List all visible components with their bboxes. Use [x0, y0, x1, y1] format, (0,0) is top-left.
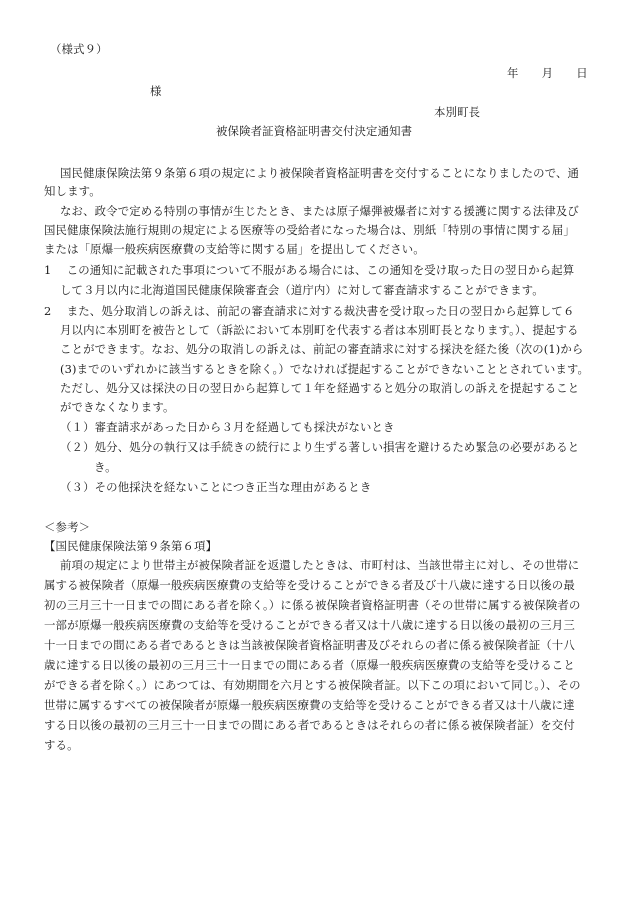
- sub-item: （２）処分、処分の執行又は手続きの続行により生ずる著しい損害を避けるため緊急の必要があると: [60, 440, 580, 454]
- reference-heading: ＜参考＞: [44, 520, 91, 534]
- reference-line: 初の三月三十一日までの間にある者を除く。）に係る被保険者資格証明書（その世帯に属する被保険者の: [44, 598, 581, 612]
- reference-line: 歳に達する日以後の最初の三月三十一日までの間にある者（原爆一般疾病医療費の支給等を受けること: [44, 658, 575, 672]
- reference-line: する。: [44, 738, 79, 752]
- numbered-item: 1 この通知に記載された事項について不服がある場合には、この通知を受け取った日の翌日から起算: [44, 263, 575, 277]
- body-line: なお、政令で定める特別の事情が生じたとき、または原子爆弾被爆者に対する援護に関する法律及び: [60, 204, 579, 218]
- reference-line: する日以後の最初の三月三十一日までの間にある者であるときはそれらの者に係る被保険者証）を交付: [44, 718, 575, 732]
- reference-line: 十一日までの間にある者であるときは当該被保険者資格証明書及びそれらの者に係る被保険者証（十八: [44, 638, 575, 652]
- body-line: 月以内に本別町を被告として（訴訟において本別町を代表する者は本別町長となります。）、提起する: [60, 323, 579, 337]
- body-line: 知します。: [44, 184, 101, 198]
- body-line: き。: [94, 460, 117, 474]
- reference-subheading: 【国民健康保険法第９条第６項】: [44, 539, 218, 553]
- issuer: 本別町長: [434, 105, 481, 119]
- sub-item: （１）審査請求があった日から３月を経過しても採決がないとき: [60, 420, 395, 434]
- date-line: 年 月 日: [507, 66, 588, 80]
- reference-line: 属する被保険者（原爆一般疾病医療費の支給等を受けることができる者及び十八歳に達する日以後の最: [44, 578, 575, 592]
- body-line: ができなくなります。: [60, 400, 175, 414]
- form-label: （様式９）: [50, 42, 108, 56]
- body-line: 国民健康保険法第９条第６項の規定により被保険者資格証明書を交付することになりましたので、通: [60, 166, 580, 180]
- numbered-item: 2 また、処分取消しの訴えは、前記の審査請求に対する裁決書を受け取った日の翌日から起算して６: [44, 304, 575, 318]
- document-title: 被保険者証資格証明書交付決定通知書: [216, 124, 413, 138]
- body-line: ただし、処分又は採決の日の翌日から起算して１年を経過すると処分の取消しの訴えを提起すること: [60, 381, 580, 395]
- reference-line: 世帯に属するすべての被保険者が原爆一般疾病医療費の支給等を受けることができる者又は十八歳に達: [44, 698, 575, 712]
- reference-line: 前項の規定により世帯主が被保険者証を返還したときは、市町村は、当該世帯主に対し、その世帯に: [60, 558, 580, 572]
- body-line: 国民健康保険法施行規則の規定による医療等の受給者になった場合は、別紙「特別の事情に関する届」: [44, 223, 575, 237]
- reference-line: ができる者を除く。）にあつては、有効期間を六月とする被保険者証。以下この項において同じ。）、その: [44, 678, 581, 692]
- sub-item: （３）その他採決を経ないことにつき正当な理由があるとき: [60, 480, 372, 494]
- body-line: して３月以内に北海道国民健康保険審査会（道庁内）に対して審査請求することができます。: [60, 283, 544, 297]
- body-line: (3)までのいずれかに該当するときを除く。）でなければ提起することができないこととされています。: [60, 362, 590, 376]
- reference-line: 一部が原爆一般疾病医療費の支給等を受けることができる者又は十八歳に達する日以後の最初の三月三: [44, 618, 575, 632]
- body-line: または「原爆一般疾病医療費の支給等に関する届」を提出してください。: [44, 242, 425, 256]
- addressee-suffix: 様: [150, 84, 162, 98]
- body-line: ことができます。なお、処分の取消しの訴えは、前記の審査請求に対する採決を経た後（次の(1)から: [60, 342, 584, 356]
